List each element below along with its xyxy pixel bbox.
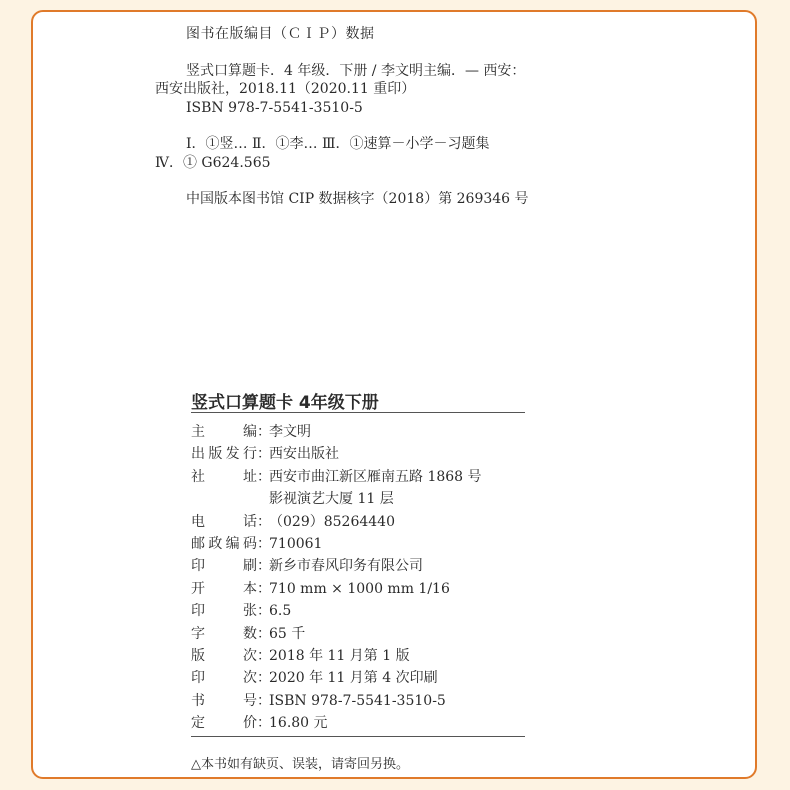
info-colon: ：	[257, 715, 271, 732]
info-label-char: 主	[191, 424, 205, 440]
info-value: ISBN 978-7-5541-3510-5	[269, 692, 446, 709]
info-value: 2020 年 11 月第 4 次印刷	[269, 670, 438, 687]
copyright-page	[31, 10, 757, 779]
info-value: 65 千	[269, 625, 306, 642]
cip-isbn: ISBN 978-7-5541-3510-5	[186, 100, 363, 116]
info-value: 李文明	[269, 424, 311, 440]
book-title: 竖式口算题卡 4年级下册	[191, 393, 379, 413]
info-label	[191, 536, 267, 552]
info-label	[191, 648, 267, 664]
info-label-char: 价	[243, 715, 257, 732]
info-label-char: 次	[243, 670, 257, 687]
info-label-char: 定	[191, 715, 205, 732]
info-colon: ：	[257, 692, 271, 709]
info-label-char: 书	[191, 692, 205, 709]
cip-line-2: 西安出版社，2018.11（2020.11 重印）	[155, 81, 416, 97]
info-label	[191, 581, 267, 597]
info-label-char: 出	[191, 446, 205, 463]
notice-text: △本书如有缺页、误装，请寄回另换。	[191, 757, 409, 772]
info-label-char: 编	[225, 536, 240, 552]
info-label	[191, 626, 267, 642]
info-label-char: 印	[191, 670, 205, 687]
info-value: 新乡市春风印务有限公司	[269, 558, 423, 575]
info-value: 2018 年 11 月第 1 版	[269, 648, 410, 664]
info-colon: ：	[257, 625, 271, 642]
cip-classification-1: Ⅰ．①竖… Ⅱ．①李… Ⅲ．①速算－小学－习题集	[186, 136, 490, 152]
info-label-char: 印	[191, 603, 205, 620]
info-colon: ：	[257, 580, 271, 597]
cip-heading: 图书在版编目（ＣＩＰ）数据	[186, 26, 375, 42]
cip-record-number: 中国版本图书馆 CIP 数据核字（2018）第 269346 号	[186, 191, 529, 207]
info-label-char: 电	[191, 513, 205, 530]
info-colon: ：	[257, 670, 271, 687]
info-colon: ：	[257, 648, 271, 664]
info-label	[191, 693, 267, 709]
info-value: 710 mm × 1000 mm 1/16	[269, 580, 450, 597]
cip-line-1: 竖式口算题卡．4 年级．下册 / 李文明主编．— 西安：	[186, 63, 526, 79]
info-label	[191, 670, 267, 686]
info-colon: ：	[257, 513, 271, 530]
info-label-char: 刷	[243, 558, 257, 575]
info-label-char: 数	[243, 625, 257, 642]
info-label	[191, 715, 267, 731]
info-colon: ：	[257, 603, 271, 620]
info-label	[191, 424, 267, 440]
info-label-char: 次	[243, 648, 257, 664]
info-colon: ：	[257, 424, 271, 440]
title-divider	[191, 412, 525, 413]
info-label-char: 印	[191, 558, 205, 575]
bottom-divider	[191, 736, 525, 737]
info-label	[191, 514, 267, 530]
info-label-char: 码	[242, 536, 257, 552]
info-value: 16.80 元	[269, 715, 328, 732]
info-label-char: 版	[191, 648, 205, 664]
info-label	[191, 603, 267, 619]
info-colon: ：	[257, 536, 271, 552]
info-label-char: 字	[191, 625, 205, 642]
info-value: 710061	[269, 536, 323, 552]
info-label-char: 张	[243, 603, 257, 620]
info-value: 西安市曲江新区雁南五路 1868 号	[269, 468, 482, 485]
info-label-char: 编	[243, 424, 257, 440]
info-label-char: 社	[191, 468, 205, 485]
info-colon: ：	[257, 446, 271, 463]
info-label-char: 发	[225, 446, 240, 463]
info-value: （029）85264440	[269, 513, 395, 530]
info-label	[191, 446, 267, 462]
info-label-char: 政	[208, 536, 223, 552]
info-value: 6.5	[269, 603, 292, 620]
info-label	[191, 469, 267, 485]
info-label-char: 版	[208, 446, 223, 463]
info-value: 影视演艺大厦 11 层	[269, 491, 394, 508]
info-label-char: 邮	[191, 536, 205, 552]
info-colon: ：	[257, 558, 271, 575]
cip-classification-2: Ⅳ．① G624.565	[155, 155, 271, 171]
info-label-char: 话	[243, 513, 257, 530]
info-label-char: 开	[191, 580, 205, 597]
info-label-char: 址	[243, 468, 257, 485]
info-label	[191, 558, 267, 574]
info-label-char: 行	[242, 446, 257, 463]
info-label-char: 本	[243, 580, 257, 597]
info-value: 西安出版社	[269, 446, 339, 463]
info-label-char: 号	[243, 692, 257, 709]
info-colon: ：	[257, 468, 271, 485]
